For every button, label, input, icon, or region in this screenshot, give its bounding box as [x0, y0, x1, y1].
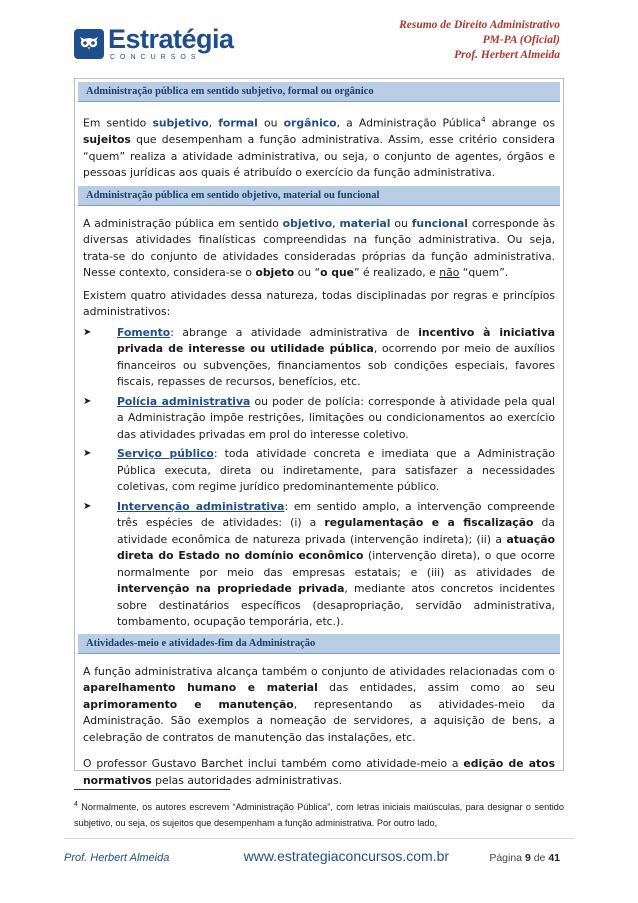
term-policia-administrativa: Polícia administrativa — [117, 394, 251, 408]
keyword-funcional: funcional — [411, 216, 468, 230]
paragraph-sentido-subjetivo — [83, 112, 555, 182]
text-run: : toda atividade concreta e imediata que a Administração Pública executa, direta ou indiretamente, para satisfazer a necessidades coletivas, com regime jurídico predominantemente público. — [117, 447, 555, 494]
keyword-objeto: objeto — [255, 266, 295, 280]
list-item-intervencao — [83, 499, 555, 631]
paragraph-sentido-objetivo — [83, 216, 555, 282]
keyword-subjetivo: subjetivo — [152, 116, 209, 130]
list-item-servico — [83, 446, 555, 496]
section-heading-objetivo: Administração pública em sentido objetivo, material ou funcional — [78, 186, 560, 206]
text-run: ou poder de polícia: corresponde à atividade pela qual a Administração impõe restrições, limitações ou condicionamentos ao exercício das atividades privadas em prol do interesse coletivo. — [117, 394, 555, 441]
arrow-bullet-icon: ➤ — [83, 448, 92, 460]
keyword-regulamentacao: regulamentação e a fiscalização — [324, 516, 534, 530]
activities-list — [83, 325, 555, 631]
text-run: A função administrativa alcança também o conjunto de atividades relacionadas com o — [83, 664, 555, 678]
keyword-sujeitos: sujeitos — [83, 133, 131, 147]
section-heading-subjetivo: Administração pública em sentido subjetivo, formal ou orgânico — [78, 82, 560, 102]
text-run: abrange os — [485, 116, 555, 130]
section-heading-atividades-meio: Atividades-meio e atividades-fim da Administração — [78, 634, 560, 654]
footnote — [74, 797, 564, 831]
professor-name: Prof. Herbert Almeida — [454, 49, 560, 61]
document-header — [399, 18, 560, 63]
footnote-text: Normalmente, os autores escrevem “Administração Pública”, com letras iniciais maiúsculas, para designar o sentido subjetivo, ou seja, os sujeitos que desempenham a função administrativa. Por outro lado, — [74, 802, 564, 829]
keyword-objetivo: objetivo — [282, 216, 333, 230]
estrategia-logo — [74, 26, 234, 61]
text-run: ” é realizado, e — [353, 266, 440, 280]
text-run: que desempenham a função administrativa. Assim, esse critério considera “quem” realiza a atividade administrativa, ou seja, o conjunto de agentes, órgãos e pessoas jurídicas aos quais é atribuído o exercício da função administrativa. — [83, 133, 555, 180]
term-intervencao-administrativa: Intervenção administrativa — [117, 499, 285, 513]
text-run: Em sentido — [83, 116, 153, 130]
current-page: 9 — [524, 852, 531, 864]
keyword-organico: orgânico — [283, 116, 337, 130]
text-run: ou — [257, 116, 284, 130]
text-run: , ocorrendo por meio de auxílios financeiros ou subvenções, financiamentos sob condições especiais, favores fiscais, repasses de recursos, benefícios, etc. — [117, 342, 556, 389]
footer-divider — [64, 838, 574, 839]
keyword-edicao-atos: edição de atos normativos — [83, 757, 556, 787]
term-fomento: Fomento — [117, 325, 171, 339]
underlined-nao: não — [439, 266, 460, 280]
paragraph-quatro-atividades: Existem quatro atividades dessa natureza, todas disciplinadas por regras e princípios administrativos: — [83, 288, 555, 319]
page-number — [489, 852, 560, 864]
text-run: , — [332, 216, 340, 230]
paragraph-atividades-meio — [83, 664, 555, 747]
term-servico-publico: Serviço público — [117, 447, 214, 461]
text-run: pelas autoridades administrativas. — [151, 773, 343, 787]
keyword-o-que: o que — [320, 266, 354, 280]
text-run: A administração pública em sentido — [83, 216, 283, 230]
text-run: , representando as atividades-meio da Administração. São exemplos a nomeação de servidores, a aquisição de bens, a celebração de contratos de manutenção das instalações, etc. — [83, 697, 555, 744]
keyword-aparelhamento: aparelhamento humano e material — [83, 681, 318, 695]
text-run: O professor Gustavo Barchet inclui também como atividade-meio a — [83, 757, 464, 771]
text-run: “quem”. — [459, 266, 509, 280]
owl-logo-icon — [74, 29, 104, 59]
logo-subtitle: CONCURSOS — [110, 54, 201, 61]
summary-box — [74, 78, 564, 787]
text-run: , — [208, 116, 219, 130]
keyword-formal: formal — [218, 116, 258, 130]
keyword-atuacao-direta: atuação direta do Estado no domínio econômico — [117, 532, 555, 563]
text-run: corresponde às diversas atividades finalísticas compreendidas na função administrativa. Ou seja, trata-se do conjunto de atividades consideradas próprias da função administrativa. Nesse contexto, considera-se o — [83, 216, 555, 280]
logo-name: Estratégia — [108, 24, 234, 54]
list-item-policia — [83, 394, 555, 444]
footer-author: Prof. Herbert Almeida — [64, 852, 170, 864]
text-run: da atividade econômica de natureza privada (intervenção indireta); (ii) a — [117, 516, 555, 546]
arrow-bullet-icon: ➤ — [83, 500, 92, 512]
exam-name: PM-PA (Oficial) — [482, 34, 560, 46]
keyword-intervencao-propriedade: intervenção na propriedade privada — [117, 582, 345, 596]
footnote-divider — [74, 789, 230, 790]
list-item-fomento — [83, 325, 555, 391]
page-footer — [64, 848, 574, 864]
text-run: : abrange a atividade administrativa de — [170, 325, 419, 339]
page-label: Página — [489, 852, 523, 864]
keyword-material: material — [339, 216, 391, 230]
text-run: (intervenção direta), o que ocorre normalmente por meio das empresas estatais; e (iii) as atividades de — [117, 549, 555, 579]
footer-website-link[interactable]: www.estrategiaconcursos.com.br — [243, 848, 450, 864]
arrow-bullet-icon: ➤ — [83, 326, 92, 338]
footnote-ref[interactable]: 4 — [481, 116, 486, 124]
footnote-number: 4 — [74, 801, 78, 808]
arrow-bullet-icon: ➤ — [83, 395, 92, 407]
text-run: ou — [390, 216, 412, 230]
keyword-aprimoramento: aprimoramento e manutenção — [83, 697, 294, 711]
paragraph-barchet — [83, 756, 555, 789]
total-pages: 41 — [548, 852, 560, 864]
of-label: de — [533, 852, 546, 864]
text-run: , a Administração Pública — [336, 116, 482, 130]
text-run: , mediante atos concretos incidentes sobre destinatários específicos (desapropriação, servidão administrativa, tombamento, ocupação temporária, etc.). — [117, 582, 555, 629]
text-run: ou “ — [294, 266, 321, 280]
course-title: Resumo de Direito Administrativo — [399, 19, 560, 31]
text-run: das entidades, assim como ao seu — [317, 681, 555, 695]
keyword-incentivo: incentivo à iniciativa privada de interesse ou utilidade pública — [117, 325, 555, 356]
text-run: : em sentido amplo, a intervenção compreende três espécies de atividades: (i) a — [117, 499, 555, 530]
